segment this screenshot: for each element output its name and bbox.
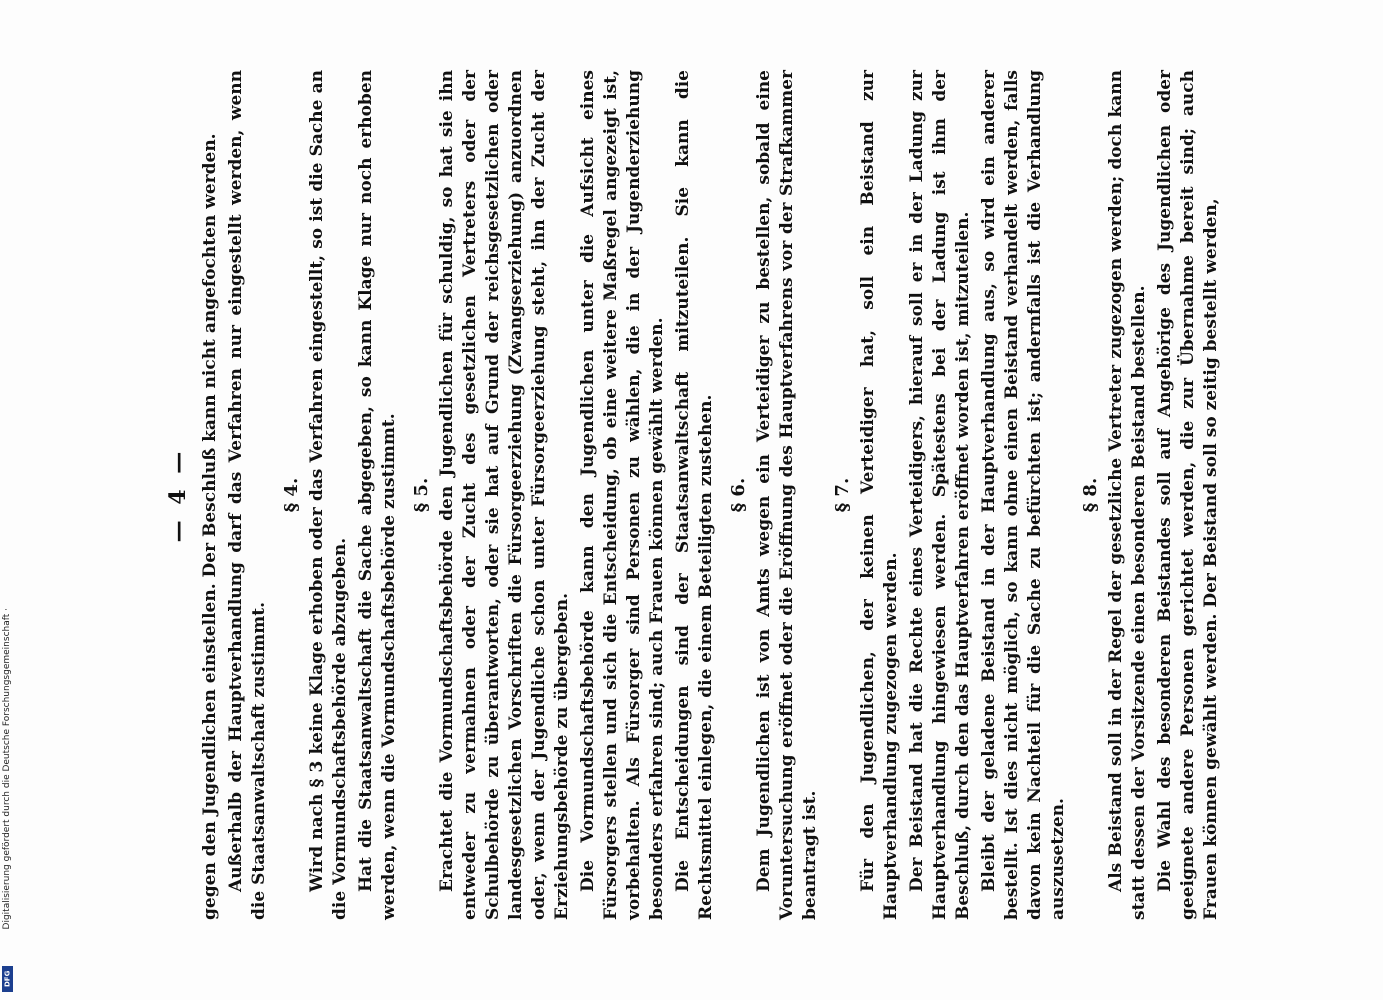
section-heading: § 7.: [832, 477, 853, 513]
section-heading: § 4.: [281, 477, 302, 513]
paragraph: Der Beistand hat die Rechte eines Verteidigers, hierauf soll er in der Ladung zur Hauptverhandlung hingewiesen werden. Spätestens bei der Ladung ist ihm der Beschluß, durch den das Hauptverfahren eröffnet worden ist, mitzuteilen.: [907, 70, 973, 920]
paragraph: Außerhalb der Hauptverhandlung darf das Verfahren nur eingestellt werden, wenn die Staatsanwaltschaft zustimmt.: [226, 70, 269, 920]
paragraph: Wird nach § 3 keine Klage erhoben oder das Verfahren eingestellt, so ist die Sache an die Vormundschaftsbehörde abzugeben.: [307, 70, 350, 920]
paragraph: Erachtet die Vormundschaftsbehörde den Jugendlichen für schuldig, so hat sie ihn entweder zu vermahnen oder der Zucht des gesetzlichen Vertreters oder der Schulbehörde zu überantworten, oder sie hat auf Grund der reichsgesetzlichen oder landesgesetzlichen Vorschriften die Fürsorgeerziehung (Zwangserziehung) anzuordnen oder, wenn der Jugendliche schon unter Fürsorgeerziehung steht, ihn der Zucht der Erziehungsbehörde zu übergeben.: [437, 70, 572, 920]
paragraph: Für den Jugendlichen, der keinen Verteidiger hat, soll ein Beistand zur Hauptverhandlung zugezogen werden.: [858, 70, 901, 920]
paragraph: Als Beistand soll in der Regel der gesetzliche Vertreter zugezogen werden; doch kann statt dessen der Vorsitzende einen besonderen Beistand bestellen.: [1106, 70, 1149, 920]
paragraph: Die Wahl des besonderen Beistandes soll auf Angehörige des Jugendlichen oder geeignete andere Personen gerichtet werden, die zur Übernahme bereit sind; auch Frauen können gewählt werden. Der Beistand soll so zeitig bestellt werden,: [1155, 70, 1221, 920]
paragraph: gegen den Jugendlichen einstellen. Der Beschluß kann nicht angefochten werden.: [200, 133, 220, 920]
paragraph: Dem Jugendlichen ist von Amts wegen ein Verteidiger zu bestellen, sobald eine Voruntersuchung eröffnet oder die Eröffnung des Hauptverfahrens vor der Strafkammer beantragt ist.: [754, 70, 820, 920]
rotated-text-frame: [145, 0, 1245, 1000]
paragraph: Hat die Staatsanwaltschaft die Sache abgegeben, so kann Klage nur noch erhoben werden, wenn die Vormundschaftsbehörde zustimmt.: [356, 70, 399, 920]
section-heading: § 6.: [728, 477, 749, 513]
paragraph: Die Entscheidungen sind der Staatsanwaltschaft mitzuteilen. Sie kann die Rechtsmittel einlegen, die einem Beteiligten zustehen.: [673, 70, 716, 920]
text-blocks: [199, 70, 1223, 920]
paragraph: Bleibt der geladene Beistand in der Hauptverhandlung aus, so wird ein anderer bestellt. Ist dies nicht möglich, so kann ohne einen Beistand verhandelt werden, falls davon kein Nachteil für die Sache zu befürchten ist; andernfalls ist die Verhandlung auszusetzen.: [979, 70, 1068, 920]
section-heading: § 8.: [1080, 477, 1101, 513]
page-number: — 4 —: [165, 447, 191, 543]
paragraph: Die Vormundschaftsbehörde kann den Jugendlichen unter die Aufsicht eines Fürsorgers stellen und sich die Entscheidung, ob eine weitere Maßregel angezeigt ist, vorbehalten. Als Fürsorger sind Personen zu wählen, die in der Jugenderziehung besonders erfahren sind; auch Frauen können gewählt werden.: [578, 70, 667, 920]
dfg-logo: DFG: [2, 966, 13, 992]
page-content: [165, 70, 1225, 920]
section-heading: § 5.: [411, 477, 432, 513]
digitization-note: Digitalisierung gefördert durch die Deutsche Forschungsgemeinschaft ·: [2, 608, 12, 930]
